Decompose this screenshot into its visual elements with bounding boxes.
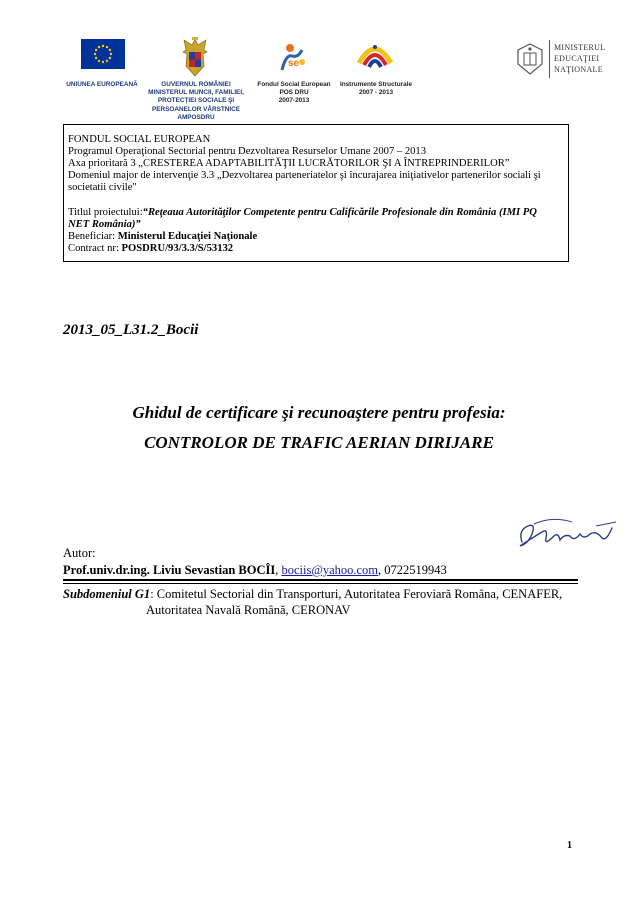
project-title-value: “Reţeaua Autorităţilor Competente pentru Calificările Profesionale din România (IMI PQ xyxy=(142,207,537,218)
domain-line-cont: societatii civile" xyxy=(68,182,137,193)
divider-thick xyxy=(63,579,578,581)
author-name: Prof.univ.dr.ing. Liviu Sevastian BOCÎI xyxy=(63,563,276,577)
beneficiary-value: Ministerul Educaţiei Naţionale xyxy=(117,231,258,242)
page-number: 1 xyxy=(567,840,572,851)
author-line xyxy=(63,563,447,578)
eu-label: UNIUNEA EUROPEANĂ xyxy=(66,81,138,88)
government-label: GUVERNUL ROMÂNIEI MINISTERUL MUNCII, FAMILIEI, PROTECŢIEI SOCIALE ŞI PERSOANELOR VÂRSTNICE AMPOSDRU xyxy=(148,81,244,121)
contract-label: Contract nr: xyxy=(68,243,122,254)
romania-coat-of-arms-icon xyxy=(180,36,210,78)
program-line: Programul Operaţional Sectorial pentru Dezvoltarea Resurselor Umane 2007 – 2013 xyxy=(68,146,427,157)
guide-title: Ghidul de certificare şi recunoaştere pentru profesia: xyxy=(132,403,506,422)
fse-label: Fondul Social European POS DRU 2007-2013 xyxy=(257,81,331,105)
contract-line xyxy=(68,243,233,255)
project-title-line xyxy=(68,207,537,219)
author-email-link[interactable]: bociis@yahoo.com xyxy=(281,563,379,577)
subdomain-block xyxy=(63,586,562,618)
contract-value: POSDRU/93/3.3/S/53132 xyxy=(121,243,234,254)
author-phone: , 0722519943 xyxy=(378,563,447,577)
ministry-label-line3: NAŢIONALE xyxy=(554,65,603,74)
fse-logo-icon xyxy=(278,40,308,72)
domain-line: Domeniul major de intervenţie 3.3 „Dezvoltarea parteneriatelor şi încurajarea iniţiativelor partenerilor sociali şi xyxy=(68,170,541,181)
divider-thin xyxy=(63,583,578,584)
ministry-divider xyxy=(549,40,550,78)
ministry-label-line2: EDUCAŢIEI xyxy=(554,54,600,63)
author-signature xyxy=(512,512,624,556)
document-code: 2013_05_L31.2_Bocii xyxy=(63,322,199,338)
subdomain-text-cont: Autoritatea Navală Română, CERONAV xyxy=(146,603,351,617)
author-separator: , xyxy=(275,563,282,577)
axis-line: Axa prioritară 3 „CRESTEREA ADAPTABILITĂŢII LUCRĂTORILOR ŞI A ÎNTREPRINDERILOR” xyxy=(68,158,510,169)
svg-text:se: se xyxy=(288,58,300,69)
fse-heading: FONDUL SOCIAL EUROPEAN xyxy=(68,134,211,145)
instrumente-structurale-icon xyxy=(355,37,395,73)
profession-title: CONTROLOR DE TRAFIC AERIAN DIRIJARE xyxy=(144,433,494,452)
eu-flag-icon xyxy=(81,39,125,69)
project-title-label: Titlul proiectului: xyxy=(68,207,143,218)
ministry-education-logo xyxy=(515,40,605,80)
beneficiary-line xyxy=(68,231,257,243)
project-title-value-cont: NET România)” xyxy=(68,219,141,230)
ministry-label-line1: MINISTERUL xyxy=(554,43,606,52)
subdomain-label: Subdomeniul G1 xyxy=(63,587,151,601)
subdomain-text: : Comitetul Sectorial din Transporturi, Autoritatea Feroviară Româna, CENAFER, xyxy=(150,587,563,601)
instrumente-label: Instrumente Structurale 2007 - 2013 xyxy=(339,81,413,97)
author-label: Autor: xyxy=(63,546,96,560)
beneficiary-label: Beneficiar: xyxy=(68,231,118,242)
